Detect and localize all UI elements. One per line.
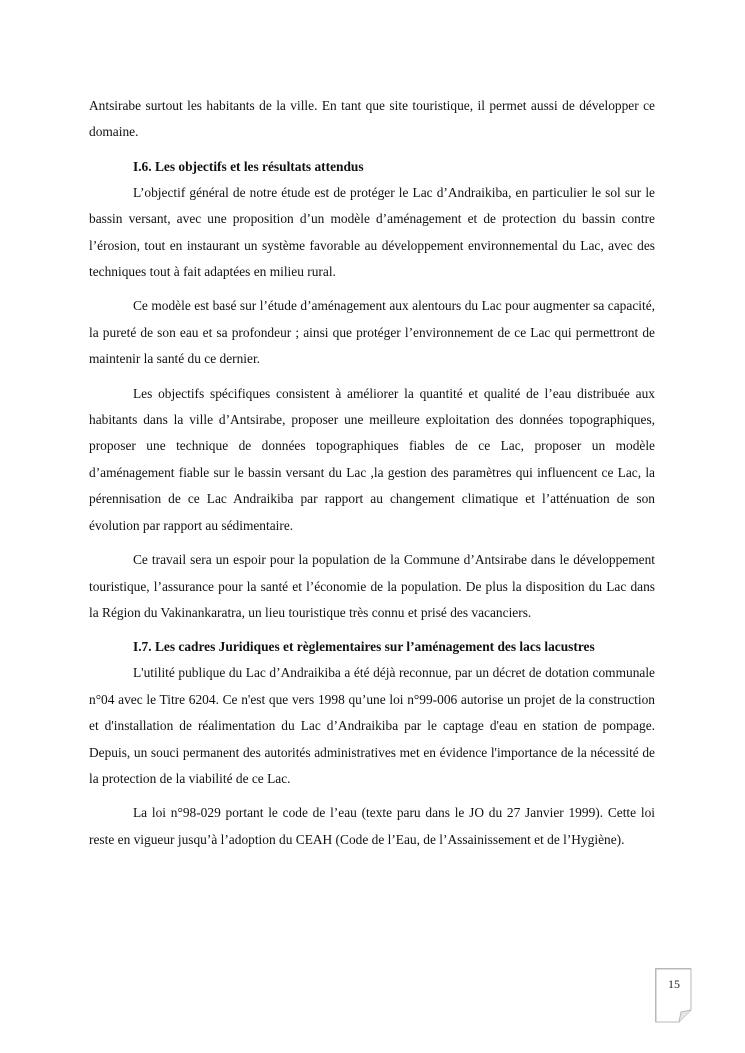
page-body xyxy=(89,93,655,853)
page-number: 15 xyxy=(668,977,680,991)
paragraph-model: Ce modèle est basé sur l’étude d’aménagement aux alentours du Lac pour augmenter sa capacité, la pureté de son eau et sa profondeur ; ainsi que protéger l’environnement de ce Lac qui permettront de maintenir la santé du ce dernier. xyxy=(89,298,655,367)
paragraph-public-utility: L'utilité publique du Lac d’Andraikiba a été déjà reconnue, par un décret de dotation communale n°04 avec le Titre 6204. Ce n'est que vers 1998 qu’une loi n°99-006 autorise un projet de la construction et d'installation de réalimentation du Lac d’Andraikiba par le captage d'eau en station de pompage. Depuis, un souci permanent des autorités administratives met en évidence l'importance de la nécessité de la protection de la viabilité de ce Lac. xyxy=(89,665,655,786)
paragraph-hope: Ce travail sera un espoir pour la population de la Commune d’Antsirabe dans le développement touristique, l’assurance pour la santé et l’économie de la population. De plus la disposition du Lac dans la Région du Vakinankaratra, un lieu touristique très connu et prisé des vacanciers. xyxy=(89,552,655,620)
paragraph-general-objective: L’objectif général de notre étude est de protéger le Lac d’Andraikiba, en particulier le sol sur le bassin versant, avec une proposition d’un modèle d’aménagement et de protection du bassin contre l’érosion, tout en instaurant un système favorable au développement environnemental du Lac, avec des techniques tout à fait adaptées en milieu rural. xyxy=(89,184,655,280)
section-heading-1-7: I.7. Les cadres Juridiques et règlementaires sur l’aménagement des lacs lacustres xyxy=(133,639,595,655)
paragraph-specific-objectives: Les objectifs spécifiques consistent à améliorer la quantité et qualité de l’eau distribuée aux habitants dans la ville d’Antsirabe, proposer une meilleure exploitation des données topographiques, proposer une technique de données topographiques fiables de ce Lac, proposer un modèle d’aménagement fiable sur le bassin versant du Lac ,la gestion des paramètres qui influencent ce Lac, la pérennisation de ce Lac Andraikiba par rapport au changement climatique et l’atténuation de son évolution par rapport au sédimentaire. xyxy=(89,385,655,533)
paragraph-water-code: La loi n°98-029 portant le code de l’eau (texte paru dans le JO du 27 Janvier 1999). Cette loi reste en vigueur jusqu’à l’adoption du CEAH (Code de l’Eau, de l’Assainissement et de l’Hygiène). xyxy=(89,805,655,847)
section-heading-1-6: I.6. Les objectifs et les résultats attendus xyxy=(133,158,364,174)
page-number-box xyxy=(655,968,691,1022)
paragraph-continuation: Antsirabe surtout les habitants de la ville. En tant que site touristique, il permet aussi de développer ce domaine. xyxy=(89,98,655,140)
